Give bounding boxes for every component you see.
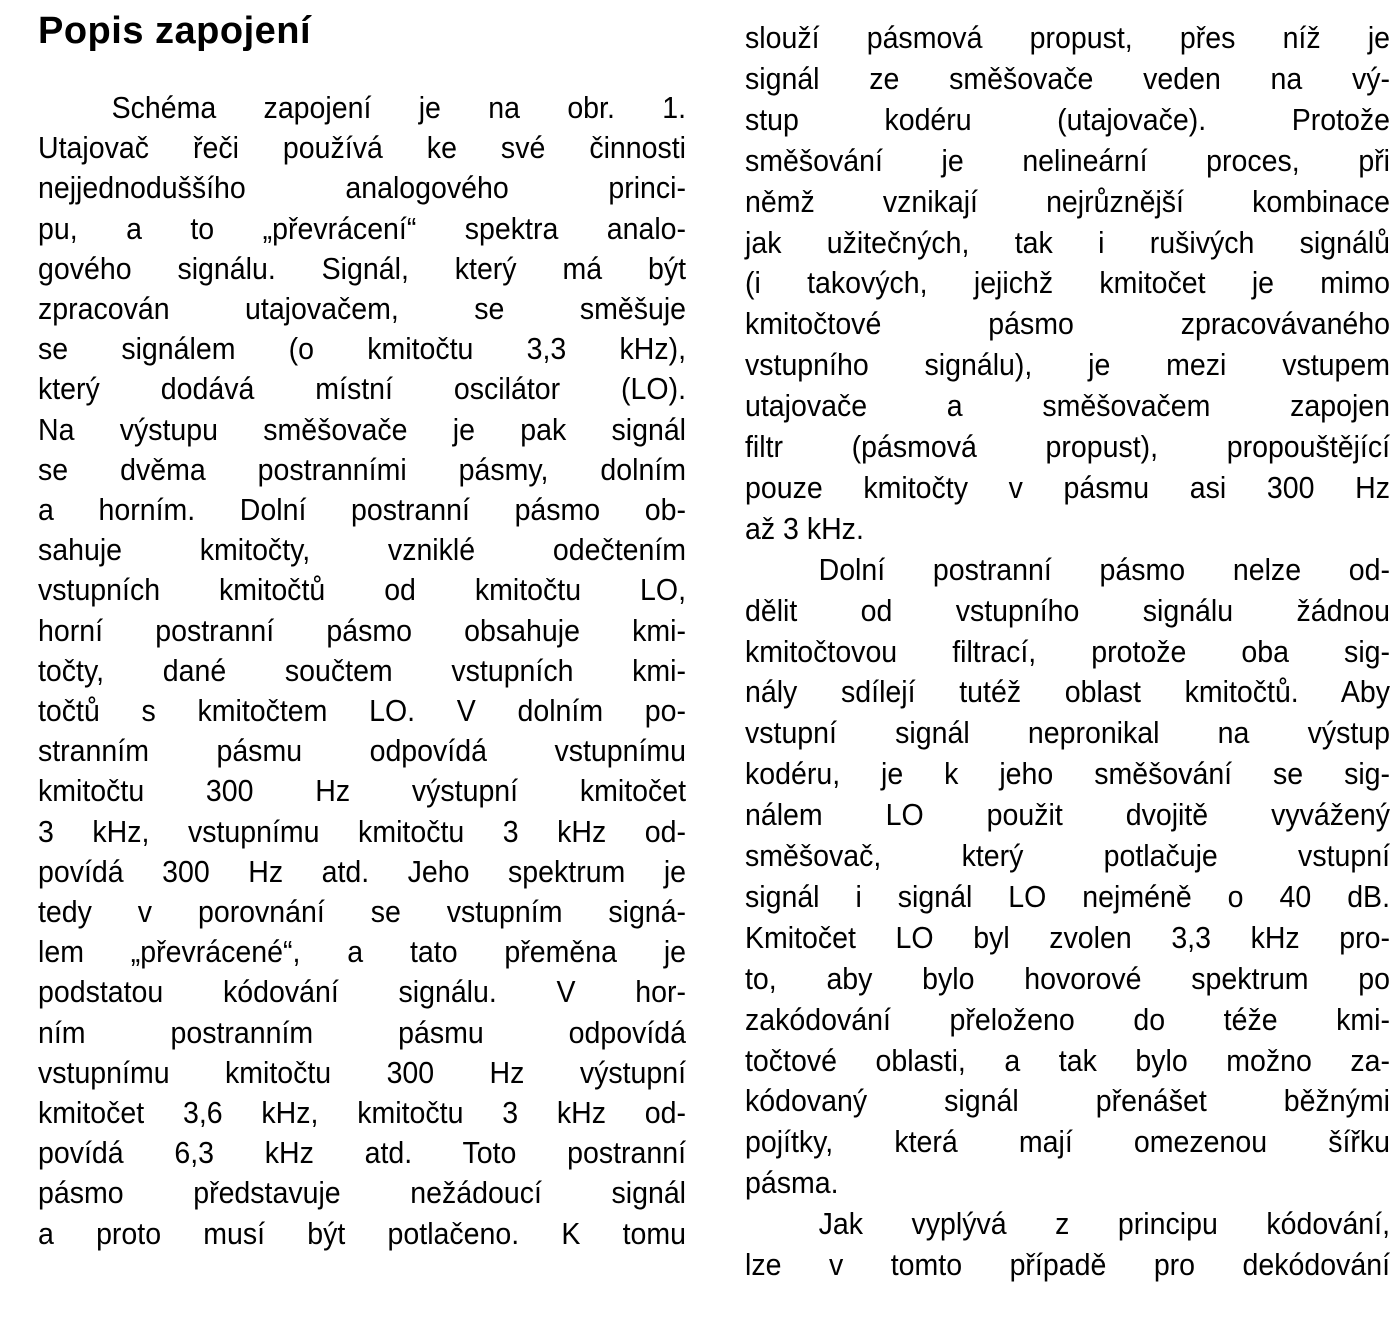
text-line: vstupnímu kmitočtu 300 Hz výstupní xyxy=(38,1054,687,1090)
text-line: horní postranní pásmo obsahuje kmi- xyxy=(38,612,687,648)
text-line: Dolní postranní pásmo nelze od- xyxy=(818,551,1391,587)
text-line: signál ze směšovače veden na vý- xyxy=(745,60,1391,96)
text-line: a proto musí být potlačeno. K tomu xyxy=(38,1215,687,1251)
text-line: nály sdílejí tutéž oblast kmitočtů. Aby xyxy=(745,674,1391,710)
text-line: se signálem (o kmitočtu 3,3 kHz), xyxy=(38,331,687,367)
text-line: zakódování přeloženo do téže kmi- xyxy=(745,1001,1391,1037)
text-line: to, aby bylo hovorové spektrum po xyxy=(745,960,1391,996)
text-line: (i takových, jejichž kmitočet je mimo xyxy=(745,265,1391,301)
text-line: vstupních kmitočtů od kmitočtu LO, xyxy=(38,572,687,608)
text-line: pojítky, která mají omezenou šířku xyxy=(745,1124,1391,1160)
text-line: pouze kmitočty v pásmu asi 300 Hz xyxy=(745,469,1391,505)
text-line: vstupního signálu), je mezi vstupem xyxy=(745,347,1391,383)
text-line: slouží pásmová propust, přes níž je xyxy=(745,20,1391,55)
text-line: točtů s kmitočtem LO. V dolním po- xyxy=(38,693,687,728)
text-line: kódovaný signál přenášet běžnými xyxy=(745,1083,1391,1119)
text-line: nálem LO použit dvojitě vyvážený xyxy=(745,797,1391,833)
text-line: signál i signál LO nejméně o 40 dB. xyxy=(745,878,1391,914)
text-line: ním postranním pásmu odpovídá xyxy=(38,1014,687,1050)
text-line: směšovač, který potlačuje vstupní xyxy=(745,838,1391,873)
text-line: dělit od vstupního signálu žádnou xyxy=(745,592,1391,628)
text-line: pu, a to „převrácení“ spektra analo- xyxy=(38,210,687,246)
text-line: stranním pásmu odpovídá vstupnímu xyxy=(38,733,687,769)
text-line: a horním. Dolní postranní pásmo ob- xyxy=(38,492,687,527)
text-line: Jak vyplývá z principu kódování, xyxy=(818,1206,1391,1242)
text-line: sahuje kmitočty, vzniklé odečtením xyxy=(38,532,687,568)
text-line: Utajovač řeči používá ke své činnosti xyxy=(38,130,687,166)
text-line: točty, dané součtem vstupních kmi- xyxy=(38,652,687,688)
text-line: pásma. xyxy=(745,1165,839,1201)
text-line: kmitočtové pásmo zpracovávaného xyxy=(745,306,1391,342)
text-line: směšování je nelineární proces, při xyxy=(745,142,1391,178)
text-line: utajovače a směšovačem zapojen xyxy=(745,388,1391,424)
text-line: lze v tomto případě pro dekódování xyxy=(745,1247,1391,1282)
text-line: až 3 kHz. xyxy=(745,510,864,546)
text-line: kmitočtovou filtrací, protože oba sig- xyxy=(745,633,1391,669)
text-line: kodéru, je k jeho směšování se sig- xyxy=(745,756,1391,792)
text-line: se dvěma postranními pásmy, dolním xyxy=(38,451,687,487)
text-line: němž vznikají nejrůznější kombinace xyxy=(745,183,1391,219)
text-line: nejjednoduššího analogového princi- xyxy=(38,170,687,206)
text-line: filtr (pásmová propust), propouštějící xyxy=(745,429,1391,464)
text-line: gového signálu. Signál, který má být xyxy=(38,250,687,286)
text-line: povídá 6,3 kHz atd. Toto postranní xyxy=(38,1135,687,1171)
text-line: stup kodéru (utajovače). Protože xyxy=(745,101,1391,137)
text-line: zpracován utajovačem, se směšuje xyxy=(38,291,687,326)
text-line: 3 kHz, vstupnímu kmitočtu 3 kHz od- xyxy=(38,813,687,849)
text-line: Kmitočet LO byl zvolen 3,3 kHz pro- xyxy=(745,919,1391,955)
text-line: kmitočtu 300 Hz výstupní kmitočet xyxy=(38,773,687,809)
text-line: lem „převrácené“, a tato přeměna je xyxy=(38,934,687,970)
section-heading: Popis zapojení xyxy=(38,10,312,52)
text-line: jak užitečných, tak i rušivých signálů xyxy=(745,224,1391,260)
text-line: podstatou kódování signálu. V hor- xyxy=(38,974,687,1010)
text-line: Schéma zapojení je na obr. 1. xyxy=(111,90,687,125)
text-line: povídá 300 Hz atd. Jeho spektrum je xyxy=(38,853,687,889)
text-line: točtové oblasti, a tak bylo možno za- xyxy=(745,1042,1391,1078)
text-line: který dodává místní oscilátor (LO). xyxy=(38,371,687,407)
text-line: tedy v porovnání se vstupním signá- xyxy=(38,894,687,929)
text-line: Na výstupu směšovače je pak signál xyxy=(38,411,687,447)
text-line: kmitočet 3,6 kHz, kmitočtu 3 kHz od- xyxy=(38,1095,687,1130)
text-line: pásmo představuje nežádoucí signál xyxy=(38,1175,687,1211)
text-line: vstupní signál nepronikal na výstup xyxy=(745,715,1391,751)
